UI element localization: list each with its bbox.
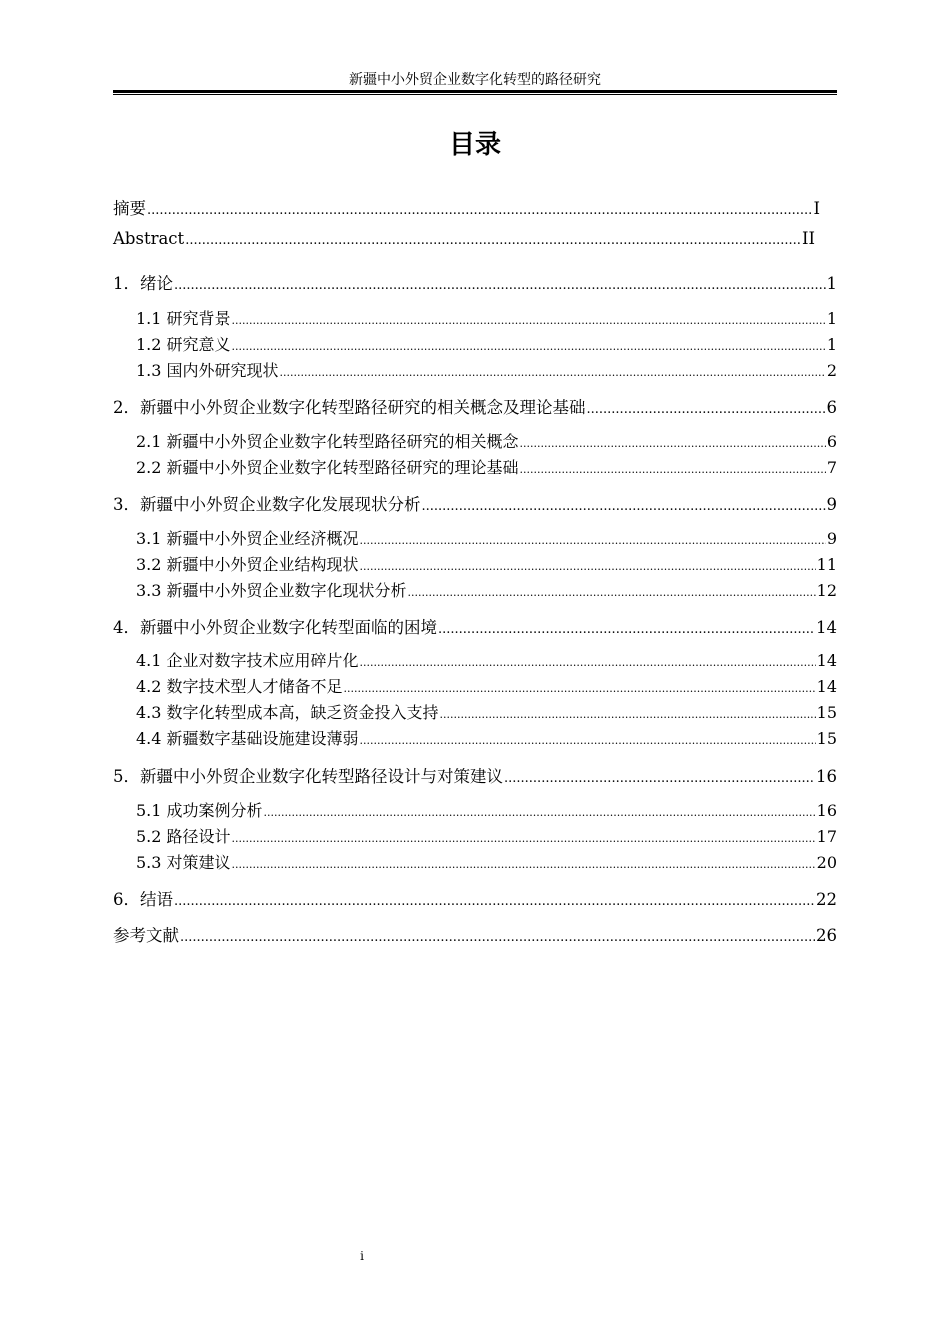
toc-entry[interactable]	[136, 824, 837, 847]
toc-leader	[185, 233, 801, 248]
toc-leader	[422, 499, 826, 514]
header-rule-thin	[113, 94, 837, 95]
toc-entry-page: 2	[826, 361, 837, 380]
toc-entry-page: 22	[816, 890, 837, 909]
toc-entry[interactable]	[136, 850, 837, 873]
toc-entry[interactable]	[136, 674, 837, 697]
toc-leader	[520, 437, 826, 450]
toc-entry[interactable]	[113, 614, 837, 638]
toc-entry[interactable]	[136, 332, 837, 355]
toc-entry-label: 5.1 成功案例分析	[136, 801, 263, 820]
toc-entry[interactable]	[113, 229, 815, 248]
toc-leader	[360, 534, 826, 547]
toc-entry[interactable]	[136, 700, 837, 723]
toc-entry-label: 1.2 研究意义	[136, 335, 231, 354]
toc-entry-label: 参考文献	[113, 926, 179, 945]
toc-entry[interactable]	[113, 491, 837, 515]
toc-entry-label: 4.3 数字化转型成本高，缺乏资金投入支持	[136, 703, 439, 722]
toc-entry-page: 1	[826, 274, 837, 293]
toc-leader	[232, 340, 826, 353]
toc-entry[interactable]	[136, 358, 837, 381]
toc-entry-label: 5.2 路径设计	[136, 827, 231, 846]
toc-leader	[264, 806, 816, 819]
toc-leader	[147, 203, 812, 218]
toc-leader	[360, 656, 816, 669]
toc-entry[interactable]	[113, 763, 837, 787]
toc-entry-page: 6	[826, 432, 837, 451]
toc-entry-page: 16	[816, 801, 837, 820]
toc-entry-page: 20	[816, 853, 837, 872]
toc-entry-page: 15	[816, 729, 837, 748]
toc-leader	[180, 930, 815, 945]
toc-entry-label: 3．新疆中小外贸企业数字化发展现状分析	[113, 495, 421, 514]
toc-entry-page: 17	[816, 827, 837, 846]
header-rule-thick	[113, 90, 837, 93]
toc-entry-label: 5．新疆中小外贸企业数字化转型路径设计与对策建议	[113, 767, 503, 786]
toc-entry-label: 2.1 新疆中小外贸企业数字化转型路径研究的相关概念	[136, 432, 519, 451]
toc-entry-label: 4.1 企业对数字技术应用碎片化	[136, 651, 359, 670]
toc-entry-label: 3.2 新疆中小外贸企业结构现状	[136, 555, 359, 574]
toc-entry-label: 1.3 国内外研究现状	[136, 361, 279, 380]
toc-entry-page: 6	[826, 398, 837, 417]
toc-entry[interactable]	[113, 195, 820, 219]
toc-leader	[280, 366, 826, 379]
toc-leader	[440, 708, 816, 721]
toc-entry-page: 9	[826, 529, 837, 548]
toc-entry-page: 16	[816, 767, 837, 786]
toc-entry[interactable]	[113, 886, 837, 910]
toc-entry-label: 摘要	[113, 199, 146, 218]
toc-entry-label: 6．结语	[113, 890, 173, 909]
toc-entry[interactable]	[136, 726, 837, 749]
toc-entry-label: 5.3 对策建议	[136, 853, 231, 872]
toc-entry-label: 4.4 新疆数字基础设施建设薄弱	[136, 729, 359, 748]
toc-entry[interactable]	[113, 394, 837, 418]
toc-entry-page: II	[801, 229, 815, 248]
toc-entry-label: 4．新疆中小外贸企业数字化转型面临的困境	[113, 618, 437, 637]
toc-entry-label: 1.1 研究背景	[136, 309, 231, 328]
toc-entry[interactable]	[113, 270, 837, 294]
toc-leader	[438, 622, 815, 637]
page-title: 目录	[448, 130, 501, 160]
toc-entry[interactable]	[136, 648, 837, 671]
toc-leader	[232, 314, 826, 327]
toc-entry[interactable]	[113, 922, 837, 946]
toc-leader	[360, 560, 816, 573]
toc-entry-page: 11	[816, 555, 837, 574]
toc-leader	[232, 832, 816, 845]
toc-entry-page: 1	[826, 335, 837, 354]
toc-entry-label: 2．新疆中小外贸企业数字化转型路径研究的相关概念及理论基础	[113, 398, 586, 417]
toc-entry-page: 14	[816, 677, 837, 696]
toc-entry-label: 3.1 新疆中小外贸企业经济概况	[136, 529, 359, 548]
running-header: 新疆中小外贸企业数字化转型的路径研究	[349, 72, 601, 88]
toc-entry-page: I	[813, 199, 820, 218]
toc-entry[interactable]	[136, 306, 837, 329]
toc-leader	[344, 682, 816, 695]
toc-entry[interactable]	[136, 455, 837, 478]
toc-entry-page: 1	[826, 309, 837, 328]
toc-leader	[174, 894, 815, 909]
toc-entry-page: 7	[826, 458, 837, 477]
toc-leader	[520, 463, 826, 476]
toc-entry-page: 14	[816, 618, 837, 637]
toc-entry-page: 12	[816, 581, 837, 600]
toc-entry-page: 26	[816, 926, 837, 945]
toc-leader	[174, 278, 826, 293]
toc-entry-label: 4.2 数字技术型人才储备不足	[136, 677, 343, 696]
toc-entry[interactable]	[136, 429, 837, 452]
toc-entry-label: 1．绪论	[113, 274, 173, 293]
toc-leader	[232, 858, 816, 871]
toc-entry[interactable]	[136, 578, 837, 601]
toc-entry-page: 15	[816, 703, 837, 722]
toc-entry[interactable]	[136, 798, 837, 821]
toc-leader	[504, 771, 815, 786]
toc-entry-label: Abstract	[113, 229, 185, 248]
toc-entry[interactable]	[136, 552, 837, 575]
toc-leader	[360, 734, 816, 747]
toc-entry[interactable]	[136, 526, 837, 549]
toc-entry-page: 9	[826, 495, 837, 514]
toc-entry-label: 3.3 新疆中小外贸企业数字化现状分析	[136, 581, 407, 600]
toc-leader	[408, 586, 816, 599]
toc-entry-page: 14	[816, 651, 837, 670]
toc-leader	[587, 402, 826, 417]
page-number: i	[360, 1249, 364, 1263]
toc-entry-label: 2.2 新疆中小外贸企业数字化转型路径研究的理论基础	[136, 458, 519, 477]
